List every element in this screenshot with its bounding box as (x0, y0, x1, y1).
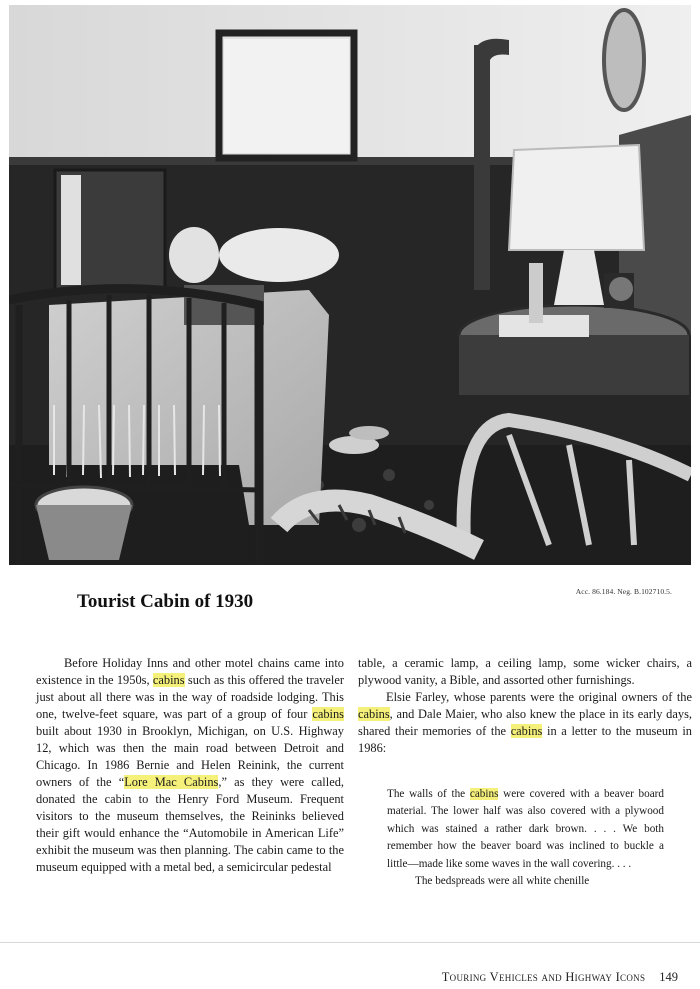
running-title: Touring Vehicles and Highway Icons (441, 970, 646, 984)
highlighted-term: cabins (312, 707, 344, 721)
body-column-left (36, 655, 344, 876)
highlighted-term: cabins (152, 673, 185, 687)
highlighted-term: cabins (469, 788, 499, 800)
highlighted-term: Lore Mac Cabins (124, 775, 219, 789)
footer-divider (0, 942, 700, 943)
page-footer (442, 970, 678, 985)
cabin-interior-photo-icon (9, 5, 691, 565)
body-paragraph: table, a ceramic lamp, a ceiling lamp, some wicker chairs, a plywood vanity, a Bible, and assorted other furnishings. (358, 656, 692, 687)
body-paragraph: Elsie Farley, whose parents were the original owners of the cabins, and Dale Maier, who also knew the place in its early days, shared their memories of the cabins in a letter to the museum in 1986: (358, 690, 692, 755)
photo-credit: Acc. 86.184. Neg. B.102710.5. (575, 587, 672, 596)
body-paragraph: Before Holiday Inns and other motel chains came into existence in the 1950s, cabins such as this offered the traveler just about all there was in the way of roadside lodging. This one, twelve-feet square, was part of a group of four cabins built about 1930 in Brooklyn, Michigan, on U.S. Highway 12, which was then the main road between Detroit and Chicago. In 1986 Bernie and Helen Reinink, the current owners of the “Lore Mac Cabins,” as they were called, donated the cabin to the Henry Ford Museum. Frequent visitors to the museum themselves, the Reininks believed their gift would enhance the “Automobile in American Life” exhibit the museum was then planning. The cabin came to the museum equipped with a metal bed, a semicircular pedestal (36, 656, 344, 874)
block-quote: The walls of the cabins were covered with a beaver board material. The lower half was also covered with a plywood which was stained a rather dark brown. . . . We both remember how the beaver board was inclined to buckle a little—made like some waves in the wall covering. . . . (387, 788, 665, 870)
page-number: 149 (659, 970, 678, 984)
cabin-interior-photo (9, 5, 691, 565)
body-column-right (358, 655, 692, 890)
block-quote: The bedspreads were all white chenille (415, 875, 590, 888)
page-title: Tourist Cabin of 1930 (77, 591, 254, 612)
highlighted-term: cabins (358, 707, 390, 721)
highlighted-term: cabins (510, 724, 543, 738)
